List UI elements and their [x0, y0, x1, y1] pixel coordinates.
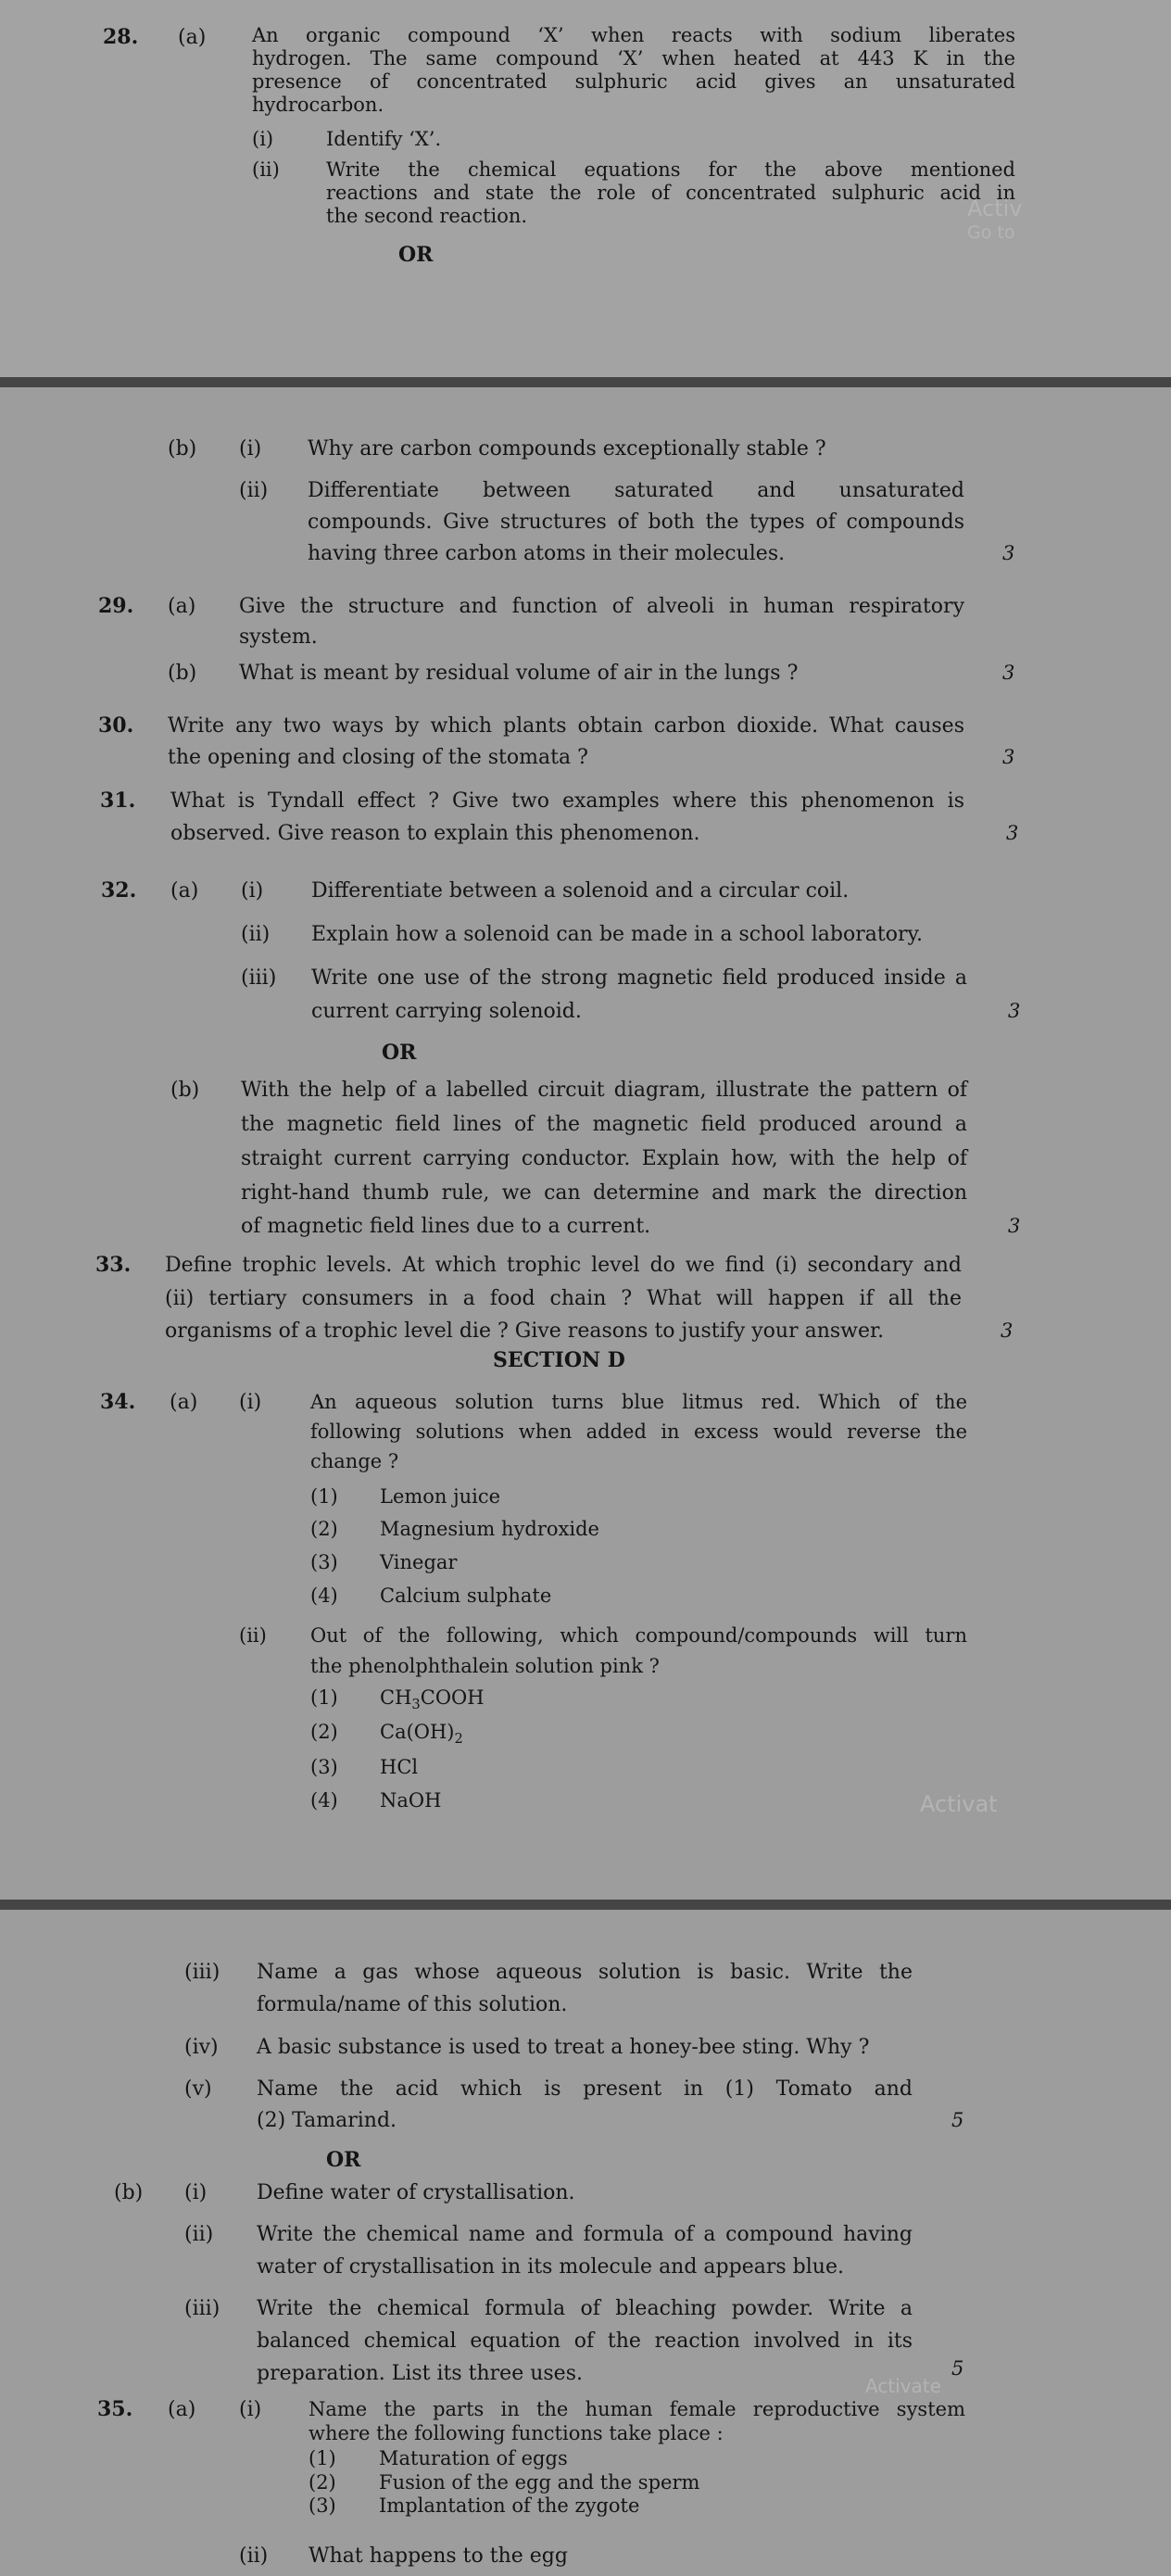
- q35-opt-1-num: (1): [308, 2447, 336, 2469]
- q34-iii-label: (iii): [184, 1961, 220, 1984]
- q29-b-label: (b): [168, 662, 197, 685]
- q29-a-line-2: system.: [239, 625, 318, 649]
- q35-i-line-1: Name the parts in the human female reproductive system: [308, 2398, 965, 2420]
- q32-i-text: Differentiate between a solenoid and a circular coil.: [311, 879, 850, 903]
- q34-v-line-2: (2) Tamarind.: [257, 2109, 397, 2132]
- q34-b-ii-line-2: water of crystallisation in its molecule and appears blue.: [257, 2255, 844, 2279]
- watermark-go-to: Go to: [967, 222, 1015, 243]
- q33-line-2: (ii) tertiary consumers in a food chain ? What will happen if all the: [165, 1287, 962, 1310]
- q34-a-label: (a): [170, 1391, 198, 1414]
- q34-i-opt-3-num: (3): [310, 1551, 338, 1573]
- q34-i-opt-1-text: Lemon juice: [380, 1485, 501, 1508]
- q34-b-ii-line-1: Write the chemical name and formula of a compound having: [257, 2223, 913, 2246]
- q34-ii-label: (ii): [239, 1624, 267, 1647]
- q33-line-1: Define trophic levels. At which trophic level do we find (i) secondary and: [165, 1254, 962, 1277]
- q28-i-text: Identify ‘X’.: [326, 128, 442, 150]
- q34-i-line-1: An aqueous solution turns blue litmus red. Which of the: [310, 1391, 967, 1413]
- q34-ii-line-1: Out of the following, which compound/compounds will turn: [310, 1624, 967, 1647]
- q34-v-label: (v): [184, 2077, 212, 2101]
- q34-b-i-text: Define water of crystallisation.: [257, 2181, 575, 2204]
- watermark-activate-2: Activat: [920, 1791, 998, 1817]
- q32-b-label: (b): [170, 1079, 200, 1102]
- q34-i-line-2: following solutions when added in excess would reverse the: [310, 1421, 967, 1443]
- q28-b-ii-line-3: having three carbon atoms in their molecules.: [308, 542, 786, 565]
- q34-i-line-3: change ?: [310, 1450, 399, 1472]
- q35-a-label: (a): [168, 2398, 196, 2421]
- q35-i-line-2: where the following functions take place :: [308, 2422, 724, 2444]
- q28-part-b: (b): [168, 437, 197, 461]
- q28-ii-line-1: Write the chemical equations for the above mentioned: [326, 158, 1015, 181]
- q28-ii-line-3: the second reaction.: [326, 205, 528, 227]
- q28-b-ii-line-1: Differentiate between saturated and unsaturated: [308, 479, 964, 502]
- q28-ii-label: (ii): [252, 158, 280, 181]
- q32-b-line-2: the magnetic field lines of the magnetic field produced around a: [241, 1113, 967, 1136]
- q34-a-marks: 5: [951, 2109, 964, 2131]
- q34-i-opt-4-text: Calcium sulphate: [380, 1585, 552, 1607]
- q34-ii-line-2: the phenolphthalein solution pink ?: [310, 1655, 660, 1677]
- q31-marks: 3: [1006, 822, 1019, 844]
- page-divider-2: [0, 1900, 1171, 1910]
- q28-b-i-label: (i): [239, 437, 262, 461]
- q34-iii-line-2: formula/name of this solution.: [257, 1993, 568, 2016]
- q35-ii-label: (ii): [239, 2544, 269, 2568]
- q35-number: 35.: [97, 2397, 133, 2421]
- q28-i-label: (i): [252, 128, 274, 150]
- q34-ii-opt-3-num: (3): [310, 1756, 338, 1778]
- q32-iii-line-1: Write one use of the strong magnetic field produced inside a: [311, 966, 967, 990]
- q28-line-3: presence of concentrated sulphuric acid gives an unsaturated: [252, 70, 1015, 93]
- q32-b-line-1: With the help of a labelled circuit diagram, illustrate the pattern of: [241, 1079, 967, 1102]
- q32-b-marks: 3: [1008, 1215, 1021, 1237]
- q28-number: 28.: [103, 25, 139, 49]
- q29-a-line-1: Give the structure and function of alveoli in human respiratory: [239, 595, 964, 618]
- q32-iii-line-2: current carrying solenoid.: [311, 1000, 582, 1023]
- q34-ii-opt-1-num: (1): [310, 1686, 338, 1709]
- q34-i-opt-3-text: Vinegar: [380, 1551, 458, 1573]
- q28-ii-line-2: reactions and state the role of concentrated sulphuric acid in: [326, 182, 1015, 204]
- q31-line-1: What is Tyndall effect ? Give two examples where this phenomenon is: [170, 789, 964, 813]
- q34-i-opt-1-num: (1): [310, 1485, 338, 1508]
- q32-i-label: (i): [241, 879, 264, 903]
- q35-i-label: (i): [239, 2398, 262, 2421]
- q34-b-iii-line-3: preparation. List its three uses.: [257, 2362, 583, 2385]
- q28-or: OR: [398, 243, 434, 267]
- q34-ii-opt-1-formula: $CH_3COOH$: [380, 1686, 485, 1713]
- q34-or: OR: [326, 2148, 361, 2172]
- q34-b-i-label: (i): [184, 2181, 208, 2204]
- q33-marks: 3: [1001, 1320, 1014, 1342]
- q28-b-i-text: Why are carbon compounds exceptionally stable ?: [308, 437, 826, 461]
- q34-iii-line-1: Name a gas whose aqueous solution is basic. Write the: [257, 1961, 913, 1984]
- q34-b-marks: 5: [951, 2357, 964, 2380]
- q34-i-opt-2-text: Magnesium hydroxide: [380, 1518, 599, 1540]
- q28-b-ii-line-2: compounds. Give structures of both the types of compounds: [308, 511, 964, 534]
- watermark-activate-3: Activate: [865, 2375, 941, 2397]
- q34-ii-opt-4-num: (4): [310, 1789, 338, 1812]
- q34-b-ii-label: (ii): [184, 2223, 214, 2246]
- q28-b-ii-label: (ii): [239, 479, 269, 502]
- q34-ii-opt-3-formula: HCl: [380, 1756, 419, 1778]
- section-heading: SECTION D: [493, 1348, 625, 1372]
- q33-line-3: organisms of a trophic level die ? Give reasons to justify your answer.: [165, 1320, 885, 1343]
- q32-b-line-3: straight current carrying conductor. Explain how, with the help of: [241, 1147, 967, 1170]
- q33-number: 33.: [95, 1253, 132, 1277]
- q30-marks: 3: [1002, 746, 1015, 768]
- q32-b-line-5: of magnetic field lines due to a current.: [241, 1215, 651, 1238]
- q32-or: OR: [382, 1041, 417, 1065]
- q34-b-iii-label: (iii): [184, 2297, 220, 2320]
- q34-number: 34.: [100, 1390, 136, 1414]
- q32-a-marks: 3: [1008, 1000, 1021, 1022]
- q35-opt-2-text: Fusion of the egg and the sperm: [379, 2471, 700, 2494]
- q34-b-label: (b): [114, 2181, 144, 2204]
- q30-number: 30.: [98, 713, 134, 738]
- q35-opt-1-text: Maturation of eggs: [379, 2447, 568, 2469]
- q32-ii-label: (ii): [241, 923, 271, 946]
- q28-marks: 3: [1002, 542, 1015, 564]
- q29-marks: 3: [1002, 662, 1015, 684]
- q35-opt-2-num: (2): [308, 2471, 336, 2494]
- q32-ii-text: Explain how a solenoid can be made in a school laboratory.: [311, 923, 923, 946]
- q35-opt-3-text: Implantation of the zygote: [379, 2494, 640, 2517]
- q29-b-text: What is meant by residual volume of air in the lungs ?: [239, 662, 799, 685]
- q30-line-2: the opening and closing of the stomata ?: [168, 746, 588, 769]
- q34-ii-opt-4-formula: NaOH: [380, 1789, 442, 1812]
- q35-ii-text: What happens to the egg: [308, 2544, 568, 2568]
- q31-line-2: observed. Give reason to explain this phenomenon.: [170, 822, 700, 845]
- q34-iv-text: A basic substance is used to treat a honey-bee sting. Why ?: [257, 2036, 870, 2059]
- q29-number: 29.: [98, 594, 134, 618]
- q32-a-label: (a): [170, 879, 199, 903]
- q35-opt-3-num: (3): [308, 2494, 336, 2517]
- q29-a-label: (a): [168, 595, 196, 618]
- q30-line-1: Write any two ways by which plants obtain carbon dioxide. What causes: [168, 714, 964, 738]
- q34-b-iii-line-2: balanced chemical equation of the reaction involved in its: [257, 2330, 913, 2353]
- q28-line-1: An organic compound ‘X’ when reacts with sodium liberates: [252, 24, 1015, 46]
- q34-i-label: (i): [239, 1391, 262, 1414]
- q34-iv-label: (iv): [184, 2036, 219, 2059]
- q28-line-4: hydrocarbon.: [252, 94, 384, 116]
- watermark-activate: Activ: [967, 196, 1023, 221]
- q31-number: 31.: [100, 789, 136, 813]
- q34-b-iii-line-1: Write the chemical formula of bleaching powder. Write a: [257, 2297, 913, 2320]
- q34-i-opt-4-num: (4): [310, 1585, 338, 1607]
- q32-iii-label: (iii): [241, 966, 277, 990]
- page-divider: [0, 377, 1171, 387]
- q28-line-2: hydrogen. The same compound ‘X’ when heated at 443 K in the: [252, 47, 1015, 69]
- q34-i-opt-2-num: (2): [310, 1518, 338, 1540]
- q32-number: 32.: [101, 878, 137, 903]
- q34-ii-opt-2-formula: $Ca(OH)_2$: [380, 1721, 463, 1748]
- q34-ii-opt-2-num: (2): [310, 1721, 338, 1743]
- q32-b-line-4: right-hand thumb rule, we can determine and mark the direction: [241, 1181, 967, 1205]
- q28-part-a: (a): [178, 26, 207, 49]
- q34-v-line-1: Name the acid which is present in (1) Tomato and: [257, 2077, 913, 2101]
